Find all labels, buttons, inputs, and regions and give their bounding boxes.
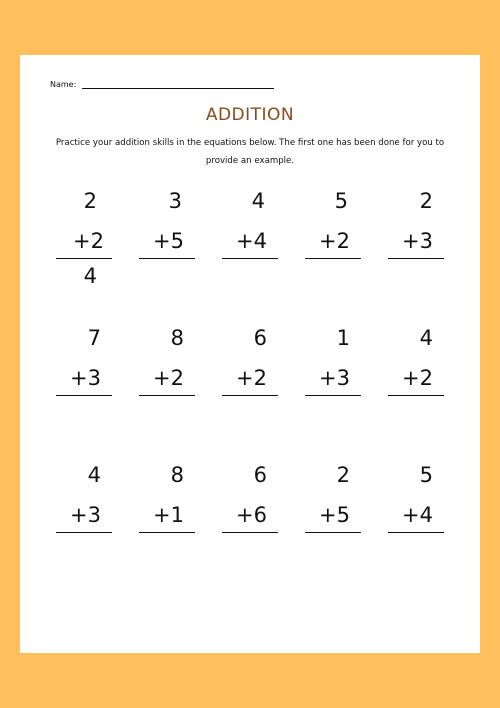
problem-addend: +4 xyxy=(236,229,267,253)
problem-addend: +2 xyxy=(402,366,433,390)
problem-addend: +4 xyxy=(402,503,433,527)
problem-addend: +6 xyxy=(236,503,267,527)
problem-addend: +2 xyxy=(236,366,267,390)
problem-top-number: 2 xyxy=(336,463,350,487)
problem-addend: +2 xyxy=(73,229,104,253)
answer-line[interactable] xyxy=(56,395,112,396)
problem-addend: +2 xyxy=(153,366,184,390)
name-label: Name: xyxy=(50,80,77,89)
problem-addend: +3 xyxy=(70,503,101,527)
problem-top-number: 6 xyxy=(253,326,267,350)
problem-top-number: 4 xyxy=(419,326,433,350)
answer-line[interactable] xyxy=(56,532,112,533)
problem-top-number: 6 xyxy=(253,463,267,487)
problem-top-number: 2 xyxy=(419,189,433,213)
problem-top-number: 7 xyxy=(87,326,101,350)
problem-addend: +3 xyxy=(70,366,101,390)
problem-top-number: 5 xyxy=(419,463,433,487)
answer-line[interactable] xyxy=(388,258,444,259)
answer-line[interactable] xyxy=(222,395,278,396)
answer-line[interactable] xyxy=(305,532,361,533)
answer-line[interactable] xyxy=(222,532,278,533)
problem-addend: +1 xyxy=(153,503,184,527)
answer-line[interactable] xyxy=(388,395,444,396)
instructions-text: Practice your addition skills in the equations below. The first one has been done for you to provide an example. xyxy=(55,138,445,166)
problem-top-number: 5 xyxy=(334,189,348,213)
problem-top-number: 2 xyxy=(83,189,97,213)
problem-top-number: 3 xyxy=(168,189,182,213)
problem-addend: +2 xyxy=(319,229,350,253)
problem-top-number: 1 xyxy=(336,326,350,350)
problem-top-number: 4 xyxy=(251,189,265,213)
answer-line[interactable] xyxy=(139,395,195,396)
answer-line[interactable] xyxy=(305,395,361,396)
problem-addend: +3 xyxy=(402,229,433,253)
problem-addend: +5 xyxy=(319,503,350,527)
answer-line xyxy=(56,258,112,259)
name-row xyxy=(50,80,274,90)
problem-top-number: 4 xyxy=(87,463,101,487)
answer-line[interactable] xyxy=(388,532,444,533)
problem-top-number: 8 xyxy=(170,463,184,487)
answer-line[interactable] xyxy=(305,258,361,259)
worksheet-title: ADDITION xyxy=(205,105,295,125)
problem-top-number: 8 xyxy=(170,326,184,350)
worksheet-page xyxy=(20,55,480,653)
answer-line[interactable] xyxy=(139,532,195,533)
answer-line[interactable] xyxy=(222,258,278,259)
answer-line[interactable] xyxy=(139,258,195,259)
name-field-line[interactable] xyxy=(82,80,274,89)
problem-addend: +3 xyxy=(319,366,350,390)
problem-answer: 4 xyxy=(83,264,97,288)
problem-addend: +5 xyxy=(153,229,184,253)
